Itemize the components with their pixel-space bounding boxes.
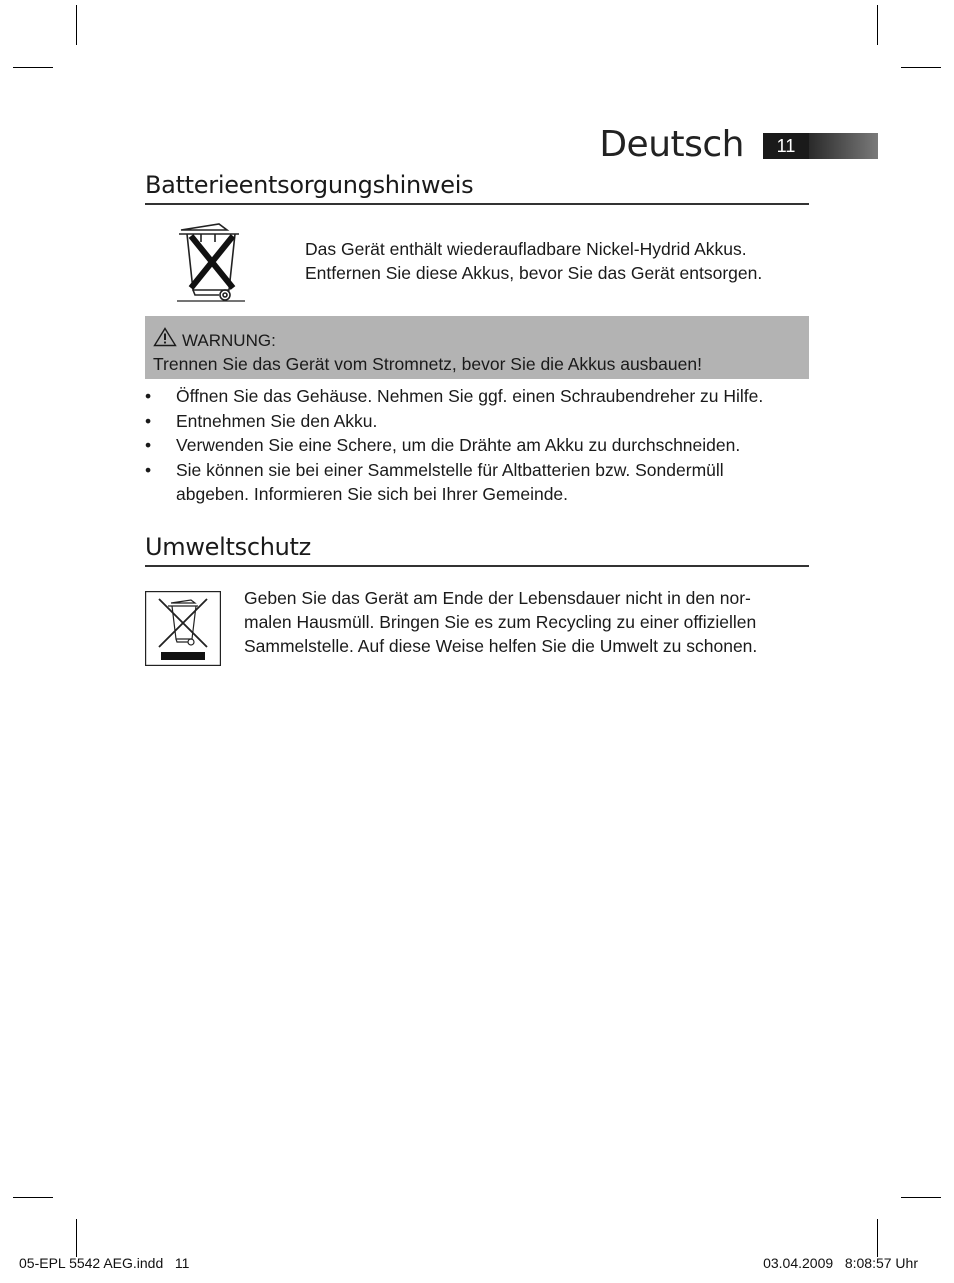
- battery-section-heading: Batterieentsorgungshinweis: [145, 171, 474, 199]
- section-rule: [145, 203, 809, 205]
- bullet: •: [145, 459, 152, 480]
- section-rule: [145, 565, 809, 567]
- footer-file-info: 05-EPL 5542 AEG.indd 11: [19, 1255, 190, 1271]
- environment-text: [244, 586, 757, 658]
- crop-mark: [76, 1219, 77, 1257]
- crop-mark: [877, 5, 878, 45]
- battery-intro-line: Das Gerät enthält wiederaufladbare Nickel-Hydrid Akkus.: [305, 239, 747, 259]
- environment-line: Geben Sie das Gerät am Ende der Lebensdauer nicht in den nor-: [244, 588, 751, 608]
- crop-mark: [13, 67, 53, 68]
- steps-list: [145, 384, 809, 507]
- warning-triangle-icon: [153, 327, 182, 354]
- list-item: [145, 384, 809, 409]
- list-item: [145, 433, 809, 458]
- crop-mark: [901, 1197, 941, 1198]
- bullet: •: [145, 435, 152, 455]
- list-item-text: Sie können sie bei einer Sammelstelle für Altbatterien bzw. Sondermüll abgeben. Informieren Sie sich bei Ihrer Gemeinde.: [176, 459, 724, 504]
- weee-crossed-bin-icon: [145, 591, 221, 666]
- crop-mark: [76, 5, 77, 45]
- page-number: 11: [763, 133, 809, 159]
- list-item-text: Entnehmen Sie den Akku.: [176, 410, 378, 431]
- crossed-out-wheelie-bin-icon: [175, 222, 247, 304]
- footer-timestamp: 03.04.2009 8:08:57 Uhr: [763, 1255, 918, 1271]
- warning-text: Trennen Sie das Gerät vom Stromnetz, bevor Sie die Akkus ausbauen!: [153, 354, 702, 374]
- page-language-title: Deutsch: [599, 124, 744, 165]
- list-item-text: Verwenden Sie eine Schere, um die Drähte am Akku zu durchschneiden.: [176, 435, 741, 455]
- environment-line: Sammelstelle. Auf diese Weise helfen Sie die Umwelt zu schonen.: [244, 636, 758, 656]
- crop-mark: [13, 1197, 53, 1198]
- warning-label: WARNUNG:: [182, 330, 276, 350]
- list-item: [145, 458, 809, 507]
- bullet: •: [145, 386, 152, 406]
- battery-intro-line: Entfernen Sie diese Akkus, bevor Sie das Gerät entsorgen.: [305, 263, 763, 283]
- list-item: [145, 409, 809, 434]
- bullet: •: [145, 410, 152, 431]
- environment-line: malen Hausmüll. Bringen Sie es zum Recycling zu einer offiziellen: [244, 612, 757, 632]
- page-number-bar: [809, 133, 878, 159]
- crop-mark: [877, 1219, 878, 1257]
- warning-heading: [153, 327, 276, 354]
- warning-box: [145, 316, 809, 379]
- list-item-text: Öffnen Sie das Gehäuse. Nehmen Sie ggf. einen Schraubendreher zu Hilfe.: [176, 386, 764, 406]
- environment-section-heading: Umweltschutz: [145, 533, 311, 561]
- battery-intro: [305, 237, 762, 285]
- crop-mark: [901, 67, 941, 68]
